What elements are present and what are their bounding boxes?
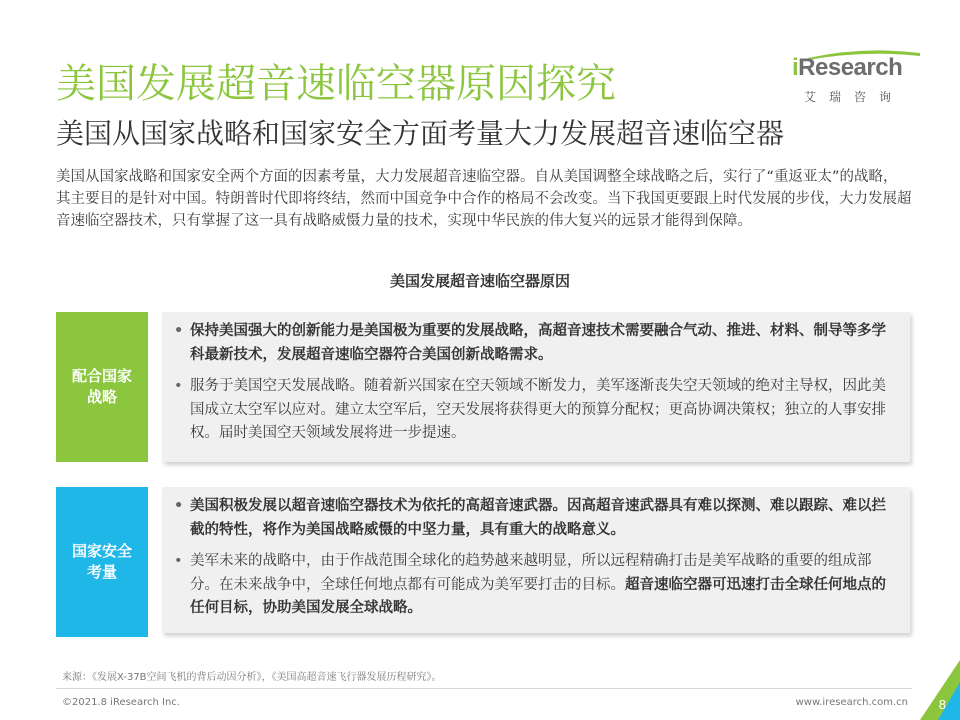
reason-label-strategy bbox=[56, 312, 148, 462]
page-subtitle: 美国从国家战略和国家安全方面考量大力发展超音速临空器 bbox=[56, 117, 785, 150]
reason-label-line: 考量 bbox=[86, 563, 117, 581]
logo-prefix: i bbox=[792, 54, 799, 81]
page-title: 美国发展超音速临空器原因探究 bbox=[56, 61, 616, 107]
bullet-item: • 保持美国强大的创新能力是美国极为重要的发展战略，高超音速技术需要融合气动、推进、材料、制导等多学科最新技术，发展超音速临空器符合美国创新战略需求。 bbox=[174, 320, 894, 367]
website-url: www.iresearch.com.cn bbox=[795, 697, 908, 708]
reason-content-security bbox=[162, 487, 910, 633]
intro-paragraph: 美国从国家战略和国家安全两个方面的因素考量，大力发展超音速临空器。自从美国调整全球战略之后，实行了“重返亚太”的战略，其主要目的是针对中国。特朗普时代即将终结，然而中国竞争中合作的格局不会改变。当下我国更要跟上时代发展的步伐，大力发展超音速临空器技术，只有掌握了这一具有战略威慑力量的技术，实现中华民族的伟大复兴的远景才能得到保障。 bbox=[56, 169, 912, 229]
copyright-text: ©2021.8 iResearch Inc. bbox=[62, 697, 180, 708]
reason-label-line: 战略 bbox=[86, 388, 117, 406]
bullet-item: • 服务于美国空天发展战略。随着新兴国家在空天领域不断发力，美军逐渐丧失空天领域的绝对主导权，因此美国成立太空军以应对。建立太空军后，空天发展将获得更大的预算分配权；更高协调决策权；独立的人事安排权。届时美国空天领域发展将进一步提速。 bbox=[174, 375, 894, 446]
reason-label-line: 国家安全 bbox=[71, 542, 132, 560]
footer-divider bbox=[56, 688, 912, 689]
iresearch-logo bbox=[792, 50, 922, 110]
reason-content-strategy bbox=[162, 312, 910, 462]
bullet-text-bold: 超音速临空器可迅速打击全球任何地点的任何目标，协助美国发展全球战略。 bbox=[190, 576, 886, 616]
bullet-item: • 美国积极发展以超音速临空器技术为依托的高超音速武器。因高超音速武器具有难以探测、难以跟踪、难以拦截的特性，将作为美国战略威慑的中坚力量，具有重大的战略意义。 bbox=[174, 495, 894, 542]
page-number: 8 bbox=[938, 697, 946, 712]
bullet-text: 美军未来的战略中，由于作战范围全球化的趋势越来越明显，所以远程精确打击是美军战略的重要的组成部分。在未来战争中，全球任何地点都有可能成为美军要打击的目标。 bbox=[190, 553, 872, 593]
logo-chinese-name: 艾瑞咨询 bbox=[804, 90, 905, 104]
bullet-list bbox=[174, 495, 894, 629]
section-heading: 美国发展超音速临空器原因 bbox=[389, 272, 570, 290]
bullet-list bbox=[174, 320, 894, 454]
reason-label-security bbox=[56, 487, 148, 637]
bullet-item bbox=[174, 550, 894, 621]
logo-wordmark bbox=[792, 54, 902, 82]
reason-label-line: 配合国家 bbox=[71, 367, 132, 385]
logo-brand: Research bbox=[798, 54, 903, 81]
source-note: 来源：《发展X-37B空间飞机的背后动因分析》，《美国高超音速飞行器发展历程研究》。 bbox=[62, 672, 442, 683]
